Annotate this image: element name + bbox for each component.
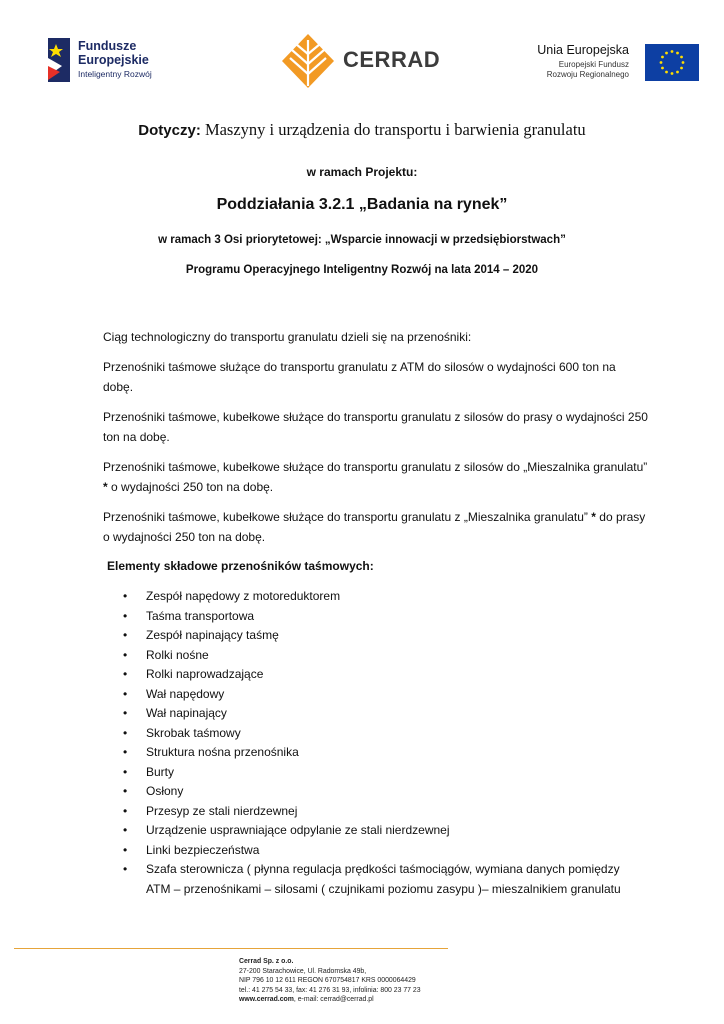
footer-email[interactable]: , e-mail: cerrad@cerrad.pl	[293, 996, 374, 1004]
list-item	[123, 587, 643, 607]
list-item-text: Burty	[146, 764, 175, 779]
list-item	[123, 763, 643, 783]
list-item-text: Skrobak taśmowy	[146, 725, 241, 740]
footer-website-link[interactable]: www.cerrad.com	[239, 996, 294, 1004]
eu-star-icon	[676, 71, 679, 74]
eu-star-icon	[671, 72, 674, 75]
fundusze-europejskie-logo	[42, 36, 182, 86]
fe-flag-icon	[42, 36, 72, 84]
subject-label: Dotyczy:	[138, 122, 201, 139]
list-item	[123, 665, 643, 685]
list-item	[123, 841, 643, 861]
list-item	[123, 704, 643, 724]
list-item	[123, 626, 643, 646]
eu-star-icon	[665, 71, 668, 74]
list-item-text: Urządzenie usprawniające odpylanie ze stali nierdzewnej	[146, 823, 450, 837]
list-item	[123, 821, 643, 841]
eu-star-icon	[680, 56, 683, 59]
bullet-icon: •	[123, 608, 128, 623]
footer-contact	[239, 957, 421, 1005]
eu-logo	[526, 42, 701, 84]
list-item-text: Przesyp ze stali nierdzewnej	[146, 803, 298, 818]
list-item-text: Struktura nośna przenośnika	[146, 745, 299, 759]
eu-star-icon	[661, 56, 664, 59]
list-item-text: Linki bezpieczeństwa	[146, 842, 260, 857]
list-item-text: Osłony	[146, 784, 184, 798]
footer-company: Cerrad Sp. z o.o.	[239, 958, 294, 965]
fe-logo-line3: Inteligentny Rozwój	[78, 69, 152, 79]
paragraph-3-asterisk: *	[103, 480, 108, 494]
eu-star-icon	[676, 52, 679, 55]
list-item	[123, 646, 643, 666]
list-item	[123, 685, 643, 705]
fe-logo-line1: Fundusze	[78, 39, 137, 53]
paragraph-4-text-a: Przenośniki taśmowe, kubełkowe służące do transportu granulatu z „Mieszalnika granulatu”	[103, 510, 588, 524]
eu-star-icon	[661, 67, 664, 70]
bullet-icon: •	[123, 823, 128, 837]
bullet-icon: •	[123, 842, 128, 857]
paragraph-1: Przenośniki taśmowe służące do transportu granulatu z ATM do silosów o wydajności 600 ton na dobę.	[103, 360, 616, 394]
bullet-icon: •	[123, 628, 128, 642]
bullet-icon: •	[123, 647, 128, 662]
list-item-text: Wał napinający	[146, 706, 227, 720]
footer-divider	[14, 948, 448, 949]
paragraph-4-asterisk: *	[591, 510, 596, 524]
list-item	[123, 802, 643, 822]
paragraph-4	[103, 507, 648, 547]
eu-logo-line2: Europejski Fundusz	[558, 59, 629, 69]
bullet-icon: •	[123, 706, 128, 720]
subject-text: Maszyny i urządzenia do transportu i barwienia granulatu	[204, 120, 586, 139]
list-item-text: Szafa sterownicza ( płynna regulacja prędkości taśmociągów, wymiana danych pomiędzy ATM – przenośnikami – silosami ( czujnikami poziomu zasypu )– mieszalnikiem granulatu	[146, 862, 621, 896]
footer-address: 27-200 Starachowice, Ul. Radomska 49b,	[239, 967, 367, 975]
bullet-icon: •	[123, 764, 128, 779]
bullet-icon: •	[123, 686, 128, 701]
list-item	[123, 724, 643, 744]
project-intro: w ramach Projektu:	[306, 165, 418, 179]
footer-web-line	[239, 995, 421, 1005]
list-item-text: Rolki nośne	[146, 647, 209, 662]
list-item	[123, 743, 643, 763]
bullet-icon: •	[123, 667, 128, 681]
eu-star-icon	[665, 52, 668, 55]
eu-star-icon	[660, 61, 663, 64]
eu-flag-icon	[645, 44, 699, 81]
intro-paragraph: Ciąg technologiczny do transportu granulatu dzieli się na przenośniki:	[103, 330, 472, 344]
paragraph-2: Przenośniki taśmowe, kubełkowe służące do transportu granulatu z silosów do prasy o wydajności 250 ton na dobę.	[103, 410, 648, 444]
footer-ids: NIP 796 10 12 611 REGON 670754817 KRS 0000064429	[239, 977, 416, 985]
cerrad-logo	[280, 32, 470, 90]
cerrad-leaf-icon	[280, 32, 336, 90]
list-item-text: Zespół napędowy z motoreduktorem	[146, 589, 341, 603]
fe-logo-line2: Europejskie	[78, 52, 149, 67]
list-item-text: Zespół napinający taśmę	[146, 628, 279, 642]
section-heading: Elementy składowe przenośników taśmowych:	[107, 559, 374, 573]
paragraph-3-text-a: Przenośniki taśmowe, kubełkowe służące do transportu granulatu z silosów do „Mieszalnika granulatu”	[103, 460, 648, 474]
eu-logo-line1: Unia Europejska	[537, 43, 629, 57]
subject-line	[0, 120, 724, 140]
list-item-text: Wał napędowy	[146, 686, 225, 701]
bullet-icon: •	[123, 589, 128, 603]
paragraph-3-text-b: o wydajności 250 ton na dobę.	[111, 480, 274, 494]
eu-logo-line3: Rozwoju Regionalnego	[546, 69, 629, 79]
bullet-icon: •	[123, 725, 128, 740]
bullet-icon: •	[123, 784, 128, 798]
paragraph-3	[103, 457, 648, 497]
programme-name: Programu Operacyjnego Inteligentny Rozwój na lata 2014 – 2020	[185, 264, 539, 276]
components-list	[123, 587, 643, 899]
list-item	[123, 607, 643, 627]
bullet-icon: •	[123, 803, 128, 818]
priority-axis: w ramach 3 Osi priorytetowej: „Wsparcie innowacji w przedsiębiorstwach”	[158, 234, 566, 246]
project-name: Poddziałania 3.2.1 „Badania na rynek”	[216, 196, 508, 213]
eu-star-icon	[680, 67, 683, 70]
eu-star-icon	[682, 61, 685, 64]
eu-star-icon	[671, 50, 674, 53]
list-item	[123, 860, 643, 899]
list-item-text: Taśma transportowa	[146, 608, 255, 623]
bullet-icon: •	[123, 745, 128, 759]
bullet-icon: •	[123, 862, 128, 876]
paragraph-4-text-b: do prasy o wydajności 250 ton na dobę.	[103, 510, 646, 544]
list-item-text: Rolki naprowadzające	[146, 667, 264, 681]
footer-phone: tel.: 41 275 54 33, fax: 41 276 31 93, infolinia: 800 23 77 23	[239, 986, 421, 994]
list-item	[123, 782, 643, 802]
cerrad-wordmark: CERRAD	[343, 47, 441, 72]
